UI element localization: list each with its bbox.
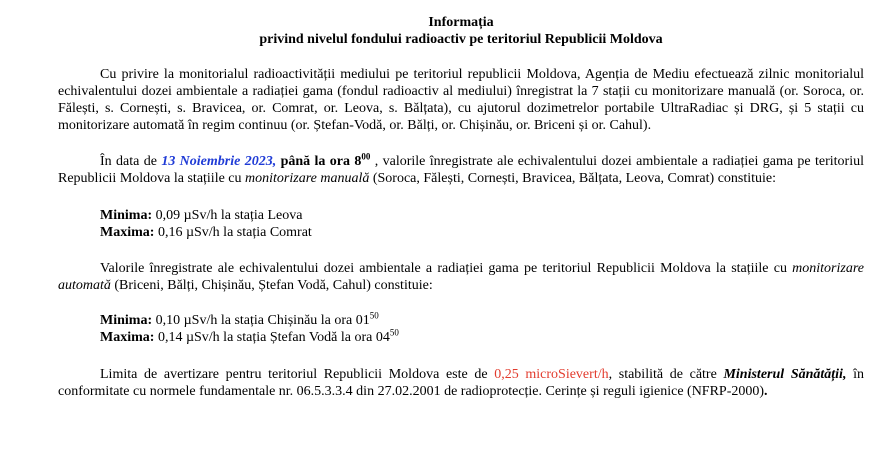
manual-middle: , valorile înregistrate ale echivalentului dozei ambientale a radiației gama pe teritoriul Republicii Moldova la stațiile cu (58, 154, 864, 186)
automatic-min-sup: 50 (369, 310, 379, 321)
manual-maximum (100, 224, 864, 241)
automatic-min-label: Minima: (100, 313, 153, 328)
limit-suffix: în conformitate cu normele fundamentale nr. 06.5.3.3.4 din 27.02.2001 de radioprotecție. Cerințe și reguli igienice (NFRP-2000) (58, 367, 864, 399)
automatic-intro-paragraph (58, 260, 864, 294)
automatic-stats (58, 312, 864, 346)
automatic-min-value: 0,10 µSv/h la stația Chișinău la ora 01 (152, 313, 370, 328)
manual-max-value: 0,16 µSv/h la stația Comrat (154, 225, 312, 240)
document (58, 10, 864, 400)
document-subtitle: privind nivelul fondului radioactiv pe teritoriul Republicii Moldova (259, 32, 663, 47)
intro-paragraph: Cu privire la monitorialul radioactivității mediului pe teritoriul republicii Moldova, Agenția de Mediu efectuează zilnic monitorialul echivalentului dozei ambientale a radiației gama (fondul radioactiv al mediului) înregistrat la 7 stații cu monitorizare manuală (or. Soroca, or. Fălești, s. Cornești, s. Bravicea, or. Comrat, or. Leova, s. Bălțata), cu ajutorul dozimetrelor portabile UltraRadiac și DRG, și 5 stații cu monitorizare automată în regim continuu (or. Ștefan-Vodă, or. Bălți, or. Chișinău, or. Briceni și or. Cahul). (58, 67, 864, 133)
report-until-text: până la ora 8 (276, 154, 362, 169)
automatic-max-sup: 50 (389, 327, 399, 338)
manual-max-label: Maxima: (100, 225, 155, 240)
manual-min-value: 0,09 µSv/h la stația Leova (152, 208, 303, 223)
ministry-name: Ministerul Sănătății, (723, 367, 847, 382)
automatic-max-value: 0,14 µSv/h la stația Ștefan Vodă la ora 04 (154, 330, 390, 345)
manual-stats (58, 207, 864, 241)
automatic-suffix: (Briceni, Bălți, Chișinău, Ștefan Vodă, Cahul) constituie: (110, 278, 433, 293)
manual-minimum (100, 207, 864, 224)
manual-prefix: În data de (100, 154, 162, 169)
report-until-sup: 00 (361, 151, 371, 162)
limit-end: . (764, 384, 768, 399)
manual-min-label: Minima: (100, 208, 153, 223)
warning-limit-value: 0,25 microSievert/h (494, 367, 609, 382)
automatic-prefix: Valorile înregistrate ale echivalentului dozei ambientale a radiației gama pe teritoriul Republicii Moldova la stațiile cu (100, 261, 793, 276)
manual-mode: monitorizare manuală (245, 171, 370, 186)
warning-limit-paragraph (58, 366, 864, 400)
automatic-maximum (100, 329, 864, 346)
document-title: Informația (428, 15, 494, 30)
automatic-mode: monitorizare automată (58, 261, 864, 293)
manual-intro-paragraph (58, 153, 864, 187)
automatic-max-label: Maxima: (100, 330, 155, 345)
report-date: 13 Noiembrie 2023, (161, 154, 277, 169)
manual-suffix: (Soroca, Fălești, Cornești, Bravicea, Bălțata, Leova, Comrat) constituie: (369, 171, 777, 186)
limit-prefix: Limita de avertizare pentru teritoriul Republicii Moldova este de (100, 367, 495, 382)
limit-middle: , stabilită de către (608, 367, 724, 382)
report-until (276, 151, 371, 169)
automatic-minimum (100, 312, 864, 329)
